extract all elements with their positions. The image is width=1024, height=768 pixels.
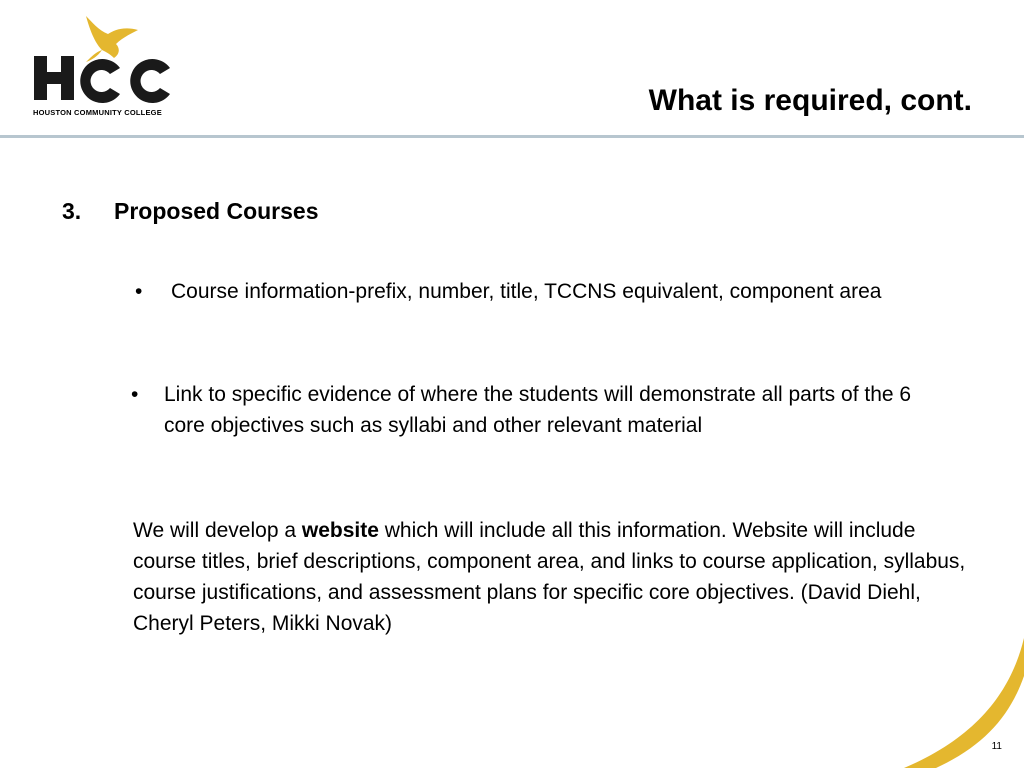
letter-c-icon xyxy=(130,59,170,103)
website-emphasis: website xyxy=(301,519,379,542)
bullet-text: Course information-prefix, number, title, TCCNS equivalent, component area xyxy=(171,280,882,303)
corner-decoration xyxy=(884,628,1024,768)
logo-caption: HOUSTON COMMUNITY COLLEGE xyxy=(33,108,162,117)
hcc-logo-mark xyxy=(28,12,178,122)
bullet-text: Link to specific evidence of where the students will demonstrate all parts of the 6 core objectives such as syllabi and other relevant material xyxy=(164,383,912,437)
page-number: 11 xyxy=(991,741,1002,752)
letter-h-icon xyxy=(34,56,74,100)
slide-title: What is required, cont. xyxy=(648,84,972,117)
paragraph-text-start: We will develop a xyxy=(133,519,302,542)
section-title: Proposed Courses xyxy=(114,198,319,224)
bullet-marker: • xyxy=(131,383,139,406)
bullet-item xyxy=(131,379,954,441)
section-number: 3. xyxy=(62,198,82,224)
section-heading xyxy=(62,198,319,225)
header-divider xyxy=(0,135,1024,138)
eagle-icon xyxy=(86,16,138,62)
letter-c-icon xyxy=(80,59,120,103)
bullet-marker: • xyxy=(135,280,143,303)
hcc-logo xyxy=(28,12,178,122)
paragraph-text-end: which will include all this information. Website will include course titles, brief descriptions, component area, and links to course application, syllabus, course justifications, and assessment plans for specific core objectives. (David Diehl, Cheryl Peters, Mikki Novak) xyxy=(133,519,966,635)
website-paragraph xyxy=(133,515,973,639)
bullet-item xyxy=(135,276,891,307)
